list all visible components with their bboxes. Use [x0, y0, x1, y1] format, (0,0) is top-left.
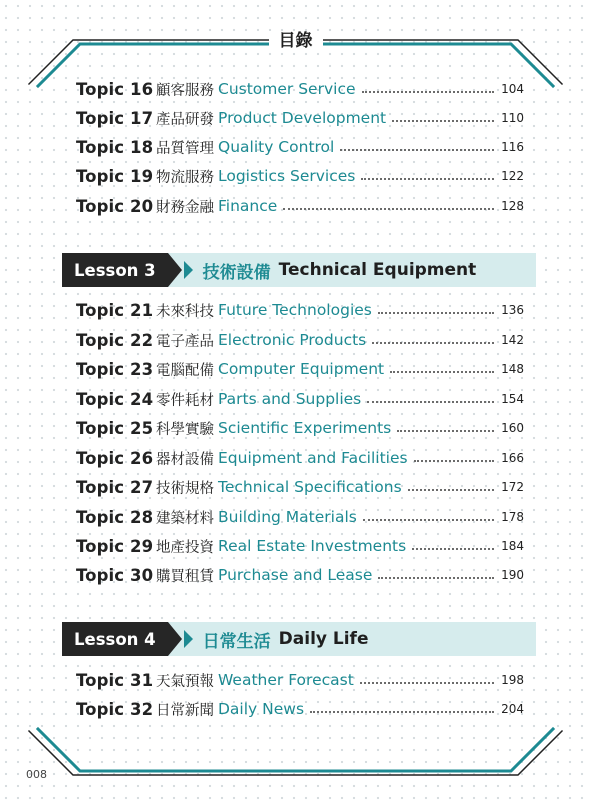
topic-title-en: Future Technologies	[218, 301, 372, 319]
dot-leader	[360, 682, 494, 684]
toc-row[interactable]	[76, 298, 524, 322]
dot-leader	[412, 548, 494, 550]
dot-leader	[362, 91, 494, 93]
dot-leader	[378, 577, 494, 579]
toc-row[interactable]	[76, 563, 524, 587]
toc-row[interactable]	[76, 446, 524, 470]
topic-label: Topic 16	[76, 79, 154, 99]
topic-page: 110	[501, 111, 524, 125]
toc-row[interactable]	[76, 135, 524, 159]
dot-leader	[392, 120, 494, 122]
topic-label: Topic 20	[76, 196, 154, 216]
chevron-right-icon	[184, 630, 193, 648]
dot-leader	[414, 460, 494, 462]
lesson-title-zh: 日常生活	[202, 631, 271, 652]
topic-title-zh: 電子產品	[156, 333, 214, 350]
topic-label: Topic 32	[76, 699, 154, 719]
topic-title-en: Logistics Services	[218, 167, 356, 185]
toc-row[interactable]	[76, 387, 524, 411]
topic-title-zh: 技術規格	[156, 480, 214, 497]
topic-title-zh: 物流服務	[156, 169, 214, 186]
page-title-text: 目錄	[269, 31, 323, 51]
page-number: 008	[26, 768, 47, 781]
topic-title-zh: 科學實驗	[156, 421, 214, 438]
topic-page: 160	[501, 421, 524, 435]
topic-page: 204	[501, 702, 524, 716]
topic-title-zh: 顧客服務	[156, 82, 214, 99]
toc-row[interactable]	[76, 164, 524, 188]
topic-page: 116	[501, 140, 524, 154]
topic-page: 142	[501, 333, 524, 347]
toc-row[interactable]	[76, 534, 524, 558]
toc-row[interactable]	[76, 697, 524, 721]
topic-title-en: Weather Forecast	[218, 671, 354, 689]
topic-title-zh: 未來科技	[156, 303, 214, 320]
toc-row[interactable]	[76, 505, 524, 529]
topic-title-en: Parts and Supplies	[218, 390, 362, 408]
topic-page: 154	[501, 392, 524, 406]
topic-label: Topic 27	[76, 477, 154, 497]
dot-leader	[363, 519, 494, 521]
topic-title-zh: 建築材料	[156, 510, 214, 527]
lesson-header[interactable]	[62, 253, 536, 287]
topic-label: Topic 18	[76, 137, 154, 157]
topic-label: Topic 17	[76, 108, 154, 128]
dot-leader	[372, 342, 494, 344]
dot-leader	[361, 178, 494, 180]
dot-leader	[283, 208, 494, 210]
toc-row[interactable]	[76, 194, 524, 218]
dot-leader	[367, 401, 494, 403]
toc-row[interactable]	[76, 475, 524, 499]
dot-leader	[408, 489, 494, 491]
dot-leader	[378, 312, 494, 314]
topic-page: 190	[501, 568, 524, 582]
lesson-badge: Lesson 4	[62, 622, 168, 656]
lesson-badge: Lesson 3	[62, 253, 168, 287]
toc-row[interactable]	[76, 668, 524, 692]
topic-label: Topic 26	[76, 448, 154, 468]
topic-title-en: Scientific Experiments	[218, 419, 392, 437]
topic-label: Topic 21	[76, 300, 154, 320]
topic-page: 178	[501, 510, 524, 524]
topic-title-zh: 電腦配備	[156, 362, 214, 379]
toc-row[interactable]	[76, 328, 524, 352]
topic-title-zh: 日常新聞	[156, 702, 214, 719]
topic-page: 128	[501, 199, 524, 213]
dot-leader	[340, 149, 494, 151]
topic-page: 122	[501, 169, 524, 183]
topic-title-en: Customer Service	[218, 80, 356, 98]
topic-label: Topic 22	[76, 330, 154, 350]
topic-title-en: Real Estate Investments	[218, 537, 407, 555]
dot-leader	[390, 371, 494, 373]
topic-title-en: Equipment and Facilities	[218, 449, 408, 467]
topic-label: Topic 24	[76, 389, 154, 409]
topic-title-en: Product Development	[218, 109, 387, 127]
lesson-title-en: Technical Equipment	[278, 260, 477, 280]
toc-row[interactable]	[76, 416, 524, 440]
topic-label: Topic 23	[76, 359, 154, 379]
topic-label: Topic 30	[76, 565, 154, 585]
lesson-title-zh: 技術設備	[202, 262, 271, 283]
topic-page: 166	[501, 451, 524, 465]
topic-label: Topic 29	[76, 536, 154, 556]
toc-row[interactable]	[76, 106, 524, 130]
topic-title-zh: 器材設備	[156, 451, 214, 468]
toc-row[interactable]	[76, 357, 524, 381]
topic-title-zh: 地產投資	[156, 539, 214, 556]
topic-title-en: Daily News	[218, 700, 305, 718]
topic-label: Topic 31	[76, 670, 154, 690]
topic-title-en: Building Materials	[218, 508, 357, 526]
topic-title-zh: 品質管理	[156, 140, 214, 157]
topic-page: 136	[501, 303, 524, 317]
topic-title-zh: 財務金融	[156, 199, 214, 216]
toc-row[interactable]	[76, 77, 524, 101]
topic-label: Topic 28	[76, 507, 154, 527]
topic-title-en: Electronic Products	[218, 331, 367, 349]
lesson-title-en: Daily Life	[278, 629, 369, 649]
topic-page: 104	[501, 82, 524, 96]
topic-label: Topic 19	[76, 166, 154, 186]
lesson-header[interactable]	[62, 622, 536, 656]
chevron-right-icon	[184, 261, 193, 279]
topic-page: 184	[501, 539, 524, 553]
topic-title-en: Quality Control	[218, 138, 335, 156]
topic-title-zh: 零件耗材	[156, 392, 214, 409]
topic-page: 198	[501, 673, 524, 687]
topic-title-zh: 產品研發	[156, 111, 214, 128]
topic-title-en: Purchase and Lease	[218, 566, 373, 584]
topic-title-en: Computer Equipment	[218, 360, 385, 378]
topic-title-zh: 天氣預報	[156, 673, 214, 690]
dot-leader	[310, 711, 494, 713]
topic-title-en: Finance	[218, 197, 278, 215]
page-title	[0, 28, 591, 54]
topic-page: 148	[501, 362, 524, 376]
topic-page: 172	[501, 480, 524, 494]
topic-title-en: Technical Specifications	[218, 478, 402, 496]
dot-leader	[397, 430, 494, 432]
topic-title-zh: 購買租賃	[156, 568, 214, 585]
topic-label: Topic 25	[76, 418, 154, 438]
